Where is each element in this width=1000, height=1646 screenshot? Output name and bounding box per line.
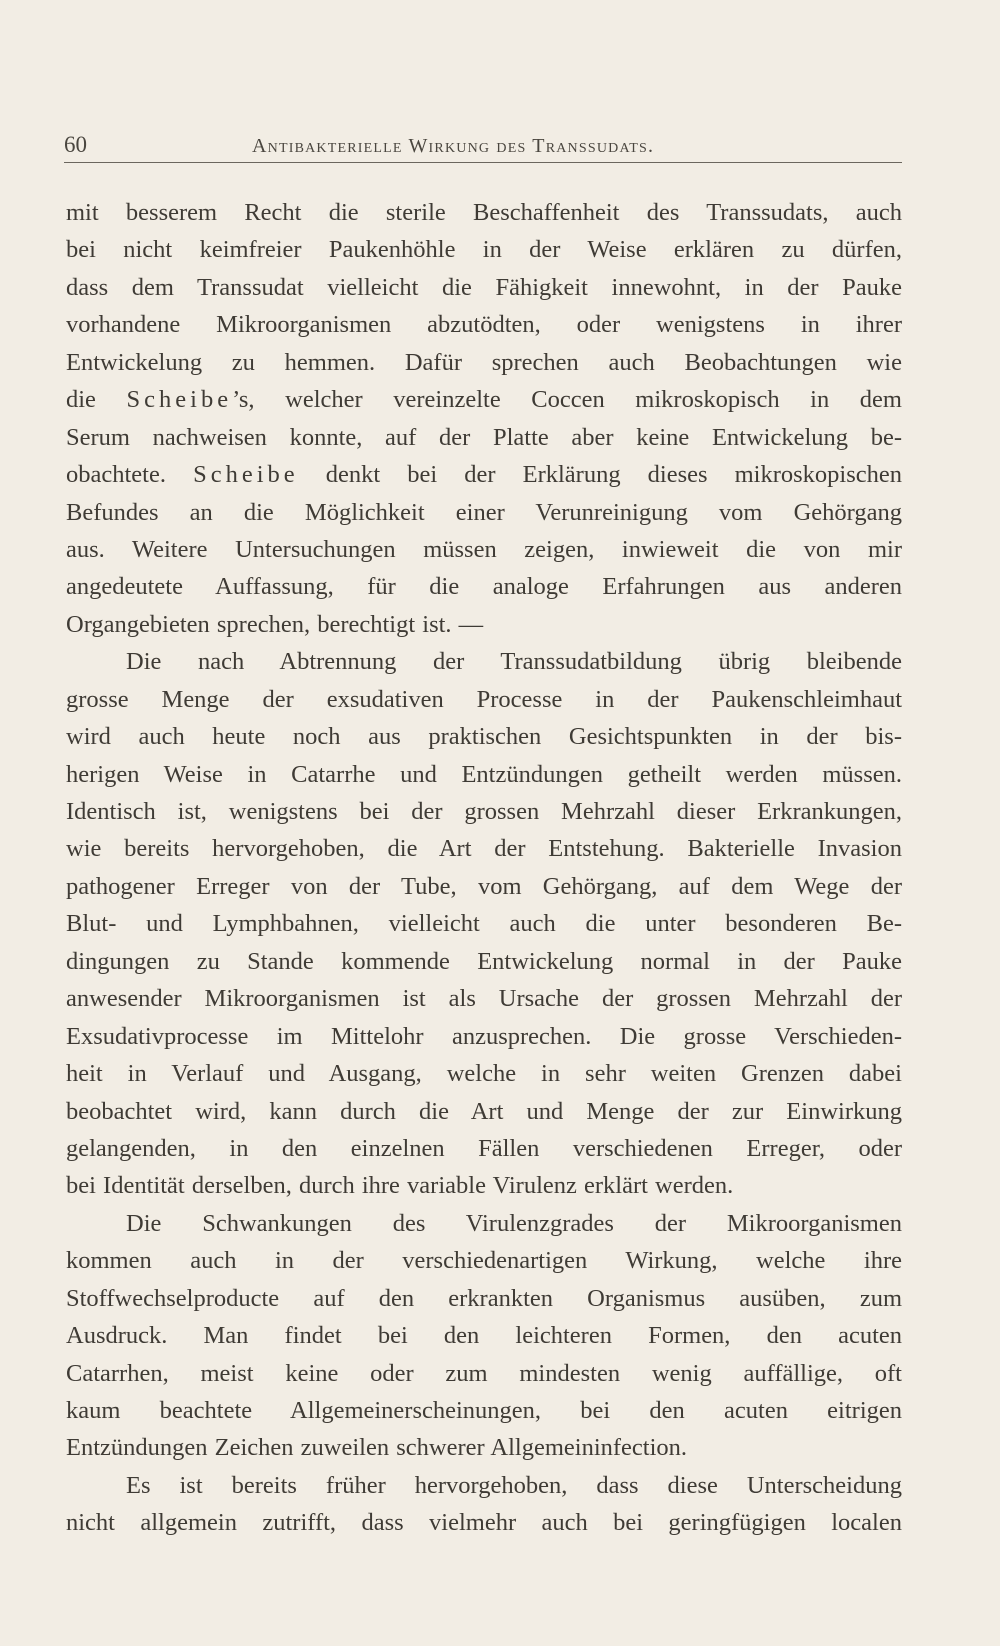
text-segment: aus. Weitere Untersuchungen müssen zeigen, inwieweit die von mir xyxy=(66,535,902,563)
text-line xyxy=(66,456,902,493)
text-segment: Catarrhen, meist keine oder zum mindesten wenig auffällige, oft xyxy=(66,1359,902,1387)
text-line xyxy=(66,943,902,980)
text-segment: Die nach Abtrennung der Transsudatbildung übrig bleibende xyxy=(126,648,902,676)
text-segment: kaum beachtete Allgemeinerscheinungen, bei den acuten eitrigen xyxy=(66,1397,902,1424)
text-segment: bei Identität derselben, durch ihre variable Virulenz erklärt werden. xyxy=(66,1172,734,1200)
text-line xyxy=(66,606,902,643)
text-segment: Stoffwechselproducte auf den erkrankten Organismus ausüben, zum xyxy=(66,1284,902,1312)
text-segment: pathogener Erreger von der Tube, vom Gehörgang, auf dem Wege der xyxy=(66,872,902,900)
text-line xyxy=(66,531,902,568)
text-line xyxy=(66,1242,902,1279)
text-line xyxy=(66,643,902,680)
text-line xyxy=(66,830,902,867)
text-line xyxy=(66,269,902,306)
text-line xyxy=(66,381,902,418)
text-segment: ’s, welcher vereinzelte Coccen mikroskopisch in dem xyxy=(232,386,902,414)
text-line xyxy=(66,194,902,231)
text-line xyxy=(66,1355,902,1392)
text-segment: vorhandene Mikroorganismen abzutödten, oder wenigstens in ihrer xyxy=(66,311,902,339)
text-segment: Identisch ist, wenigstens bei der grossen Mehrzahl dieser Erkrankungen, xyxy=(66,798,902,825)
text-segment: denkt bei der Erklärung dieses mikroskopischen xyxy=(298,461,902,489)
text-line xyxy=(66,419,902,456)
text-segment: gelangenden, in den einzelnen Fällen verschiedenen Erreger, oder xyxy=(66,1134,902,1162)
text-segment: Organgebieten sprechen, berechtigt ist. — xyxy=(66,610,484,638)
text-segment: bei nicht keimfreier Paukenhöhle in der Weise erklären zu dürfen, xyxy=(66,236,902,264)
text-segment: dingungen zu Stande kommende Entwickelung normal in der Pauke xyxy=(66,947,902,975)
text-segment: dass dem Transsudat vielleicht die Fähigkeit innewohnt, in der Pauke xyxy=(66,273,902,301)
text-line xyxy=(66,793,902,830)
running-head xyxy=(64,128,902,163)
text-line xyxy=(66,1467,902,1504)
text-line xyxy=(66,1205,902,1242)
text-segment: herigen Weise in Catarrhe und Entzündungen getheilt werden müssen. xyxy=(66,760,902,788)
text-line xyxy=(66,1130,902,1167)
text-segment: heit in Verlauf und Ausgang, welche in sehr weiten Grenzen dabei xyxy=(66,1060,902,1088)
author-name: Scheibe xyxy=(193,461,299,489)
text-segment: Ausdruck. Man findet bei den leichteren Formen, den acuten xyxy=(66,1322,902,1350)
text-line xyxy=(66,868,902,905)
text-segment: kommen auch in der verschiedenartigen Wirkung, welche ihre xyxy=(66,1247,902,1275)
text-line xyxy=(66,718,902,755)
text-line xyxy=(66,306,902,343)
text-segment: die xyxy=(66,386,127,414)
text-segment: Exsudativprocesse im Mittelohr anzusprechen. Die grosse Verschieden- xyxy=(66,1022,902,1050)
text-segment: grosse Menge der exsudativen Processe in der Paukenschleimhaut xyxy=(66,685,902,713)
text-line xyxy=(66,1055,902,1092)
text-line xyxy=(66,980,902,1017)
text-segment: Entwickelung zu hemmen. Dafür sprechen auch Beobachtungen wie xyxy=(66,348,902,376)
text-line xyxy=(66,756,902,793)
text-segment: anwesender Mikroorganismen ist als Ursache der grossen Mehrzahl der xyxy=(66,985,902,1013)
text-segment: Es ist bereits früher hervorgehoben, dass diese Unterscheidung xyxy=(126,1471,902,1499)
text-line xyxy=(66,568,902,605)
text-segment: angedeutete Auffassung, für die analoge Erfahrungen aus anderen xyxy=(66,573,902,601)
text-line xyxy=(66,1317,902,1354)
text-segment: beobachtet wird, kann durch die Art und Menge der zur Einwirkung xyxy=(66,1097,902,1125)
text-segment: Serum nachweisen konnte, auf der Platte aber keine Entwickelung be- xyxy=(66,423,902,451)
text-line xyxy=(66,494,902,531)
text-segment: nicht allgemein zutrifft, dass vielmehr auch bei geringfügigen localen xyxy=(66,1509,902,1537)
text-segment: wird auch heute noch aus praktischen Gesichtspunkten in der bis- xyxy=(66,723,902,751)
text-line xyxy=(66,344,902,381)
text-segment: wie bereits hervorgehoben, die Art der Entstehung. Bakterielle Invasion xyxy=(66,835,902,863)
text-line xyxy=(66,681,902,718)
text-line xyxy=(66,231,902,268)
text-segment: Befundes an die Möglichkeit einer Verunreinigung vom Gehörgang xyxy=(66,498,902,526)
text-segment: Entzündungen Zeichen zuweilen schwerer Allgemeininfection. xyxy=(66,1434,688,1462)
text-segment: obachtete. xyxy=(66,461,194,489)
text-line xyxy=(66,905,902,942)
text-line xyxy=(66,1280,902,1317)
text-line xyxy=(66,1018,902,1055)
text-line xyxy=(66,1504,902,1541)
text-segment: Blut- und Lymphbahnen, vielleicht auch die unter besonderen Be- xyxy=(66,910,902,938)
page-number: 60 xyxy=(64,132,87,157)
text-segment: Die Schwankungen des Virulenzgrades der Mikroorganismen xyxy=(126,1209,902,1237)
running-title: Antibakterielle Wirkung des Transsudats. xyxy=(252,135,655,157)
text-line xyxy=(66,1392,902,1429)
text-line xyxy=(66,1429,902,1466)
text-line xyxy=(66,1167,902,1204)
text-line xyxy=(66,1093,902,1130)
author-name: Scheibe xyxy=(126,386,233,414)
body-text xyxy=(66,194,902,1542)
text-segment: mit besserem Recht die sterile Beschaffenheit des Transsudats, auch xyxy=(66,199,902,226)
